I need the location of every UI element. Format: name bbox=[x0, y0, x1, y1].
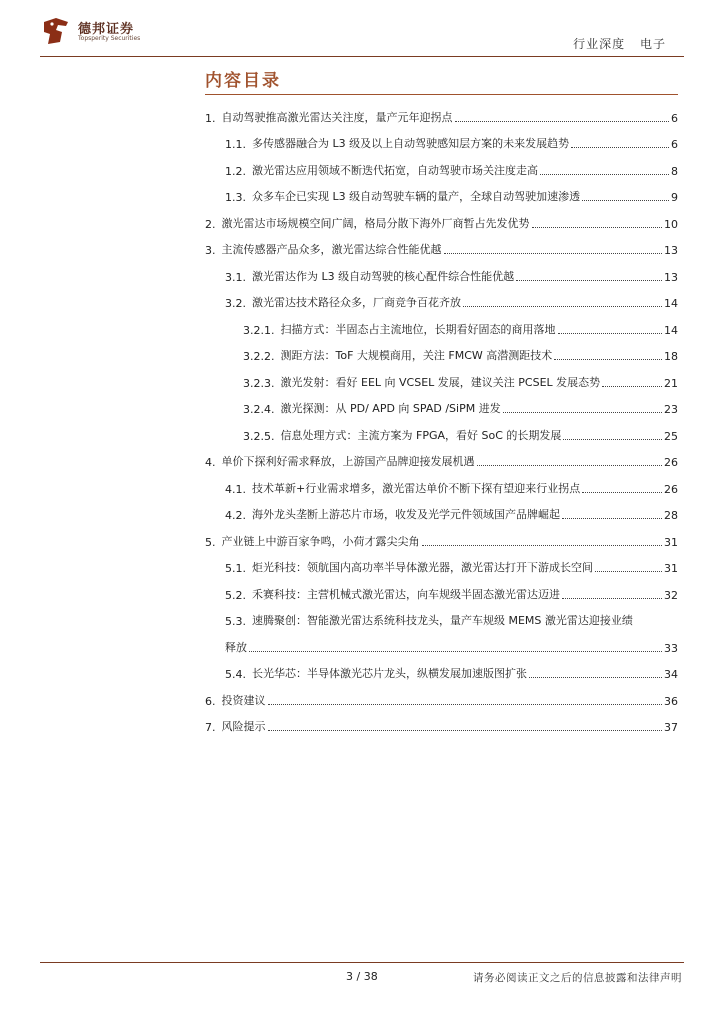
toc-entry-number: 4.1. bbox=[225, 482, 246, 496]
toc-entry-number: 5.1. bbox=[225, 562, 246, 575]
toc-entry[interactable] bbox=[205, 712, 678, 739]
toc-entry-number: 3.1. bbox=[225, 270, 246, 284]
toc-entry-number: 1.1. bbox=[225, 138, 246, 151]
toc-entry[interactable] bbox=[205, 473, 678, 500]
toc-entry[interactable] bbox=[205, 341, 678, 368]
toc-entry-page: 23 bbox=[664, 403, 678, 416]
toc-leader-dots bbox=[558, 333, 663, 334]
header-divider bbox=[40, 56, 684, 57]
toc-entry-page: 28 bbox=[664, 509, 678, 522]
toc-entry[interactable] bbox=[205, 526, 678, 553]
toc-entry-number: 4. bbox=[205, 456, 216, 469]
toc-entry-title: 众多车企已实现 L3 级自动驾驶车辆的量产，全球自动驾驶加速渗透 bbox=[252, 190, 581, 203]
toc-entry-page: 14 bbox=[664, 323, 678, 337]
toc-leader-dots bbox=[529, 677, 662, 678]
toc-leader-dots bbox=[540, 174, 669, 175]
toc-leader-dots bbox=[249, 651, 662, 652]
toc-entry[interactable] bbox=[205, 579, 678, 606]
toc-entry-page: 6 bbox=[671, 138, 678, 151]
report-category-header bbox=[563, 35, 666, 52]
toc-entry-title: 信息处理方式：主流方案为 FPGA，看好 SoC 的长期发展 bbox=[280, 428, 562, 442]
toc-entry-number: 1.3. bbox=[225, 191, 246, 204]
table-of-contents bbox=[205, 102, 678, 738]
toc-entry-title: 多传感器融合为 L3 级及以上自动驾驶感知层方案的未来发展趋势 bbox=[252, 137, 570, 150]
toc-entry-title: 扫描方式：半固态占主流地位，长期看好固态的商用落地 bbox=[280, 322, 556, 336]
toc-entry-page: 26 bbox=[664, 482, 678, 496]
toc-entry-number: 3.2.4. bbox=[243, 403, 275, 416]
toc-entry[interactable] bbox=[205, 420, 678, 447]
logo-mark-icon bbox=[40, 16, 72, 46]
toc-entry-page: 14 bbox=[664, 297, 678, 310]
toc-entry-title: 测距方法：ToF 大规模商用，关注 FMCW 高潜测距技术 bbox=[280, 349, 553, 362]
toc-entry-title: 投资建议 bbox=[221, 693, 266, 707]
toc-entry[interactable] bbox=[205, 553, 678, 580]
toc-entry-title: 主流传感器产品众多，激光雷达综合性能优越 bbox=[221, 243, 442, 256]
logo-chinese-name: 德邦证券 bbox=[78, 22, 135, 37]
toc-leader-dots bbox=[444, 253, 663, 254]
toc-leader-dots bbox=[563, 439, 662, 440]
toc-entry-continuation[interactable] bbox=[205, 632, 678, 659]
toc-leader-dots bbox=[503, 412, 662, 413]
toc-entry-title: 产业链上中游百家争鸣，小荷才露尖尖角 bbox=[221, 534, 420, 548]
toc-leader-dots bbox=[562, 518, 662, 519]
toc-entry[interactable] bbox=[205, 659, 678, 686]
toc-entry-title: 激光雷达技术路径众多，厂商竞争百花齐放 bbox=[252, 296, 461, 309]
toc-entry-title: 长光华芯：半导体激光芯片龙头，纵横发展加速版图扩张 bbox=[252, 667, 527, 680]
toc-entry-number: 7. bbox=[205, 721, 216, 734]
toc-entry[interactable] bbox=[205, 208, 678, 235]
toc-entry-number: 3.2.3. bbox=[243, 376, 275, 390]
toc-entry-number: 3. bbox=[205, 244, 216, 257]
toc-entry-number: 3.2.1. bbox=[243, 323, 275, 337]
toc-leader-dots bbox=[582, 200, 669, 201]
toc-entry-number: 5.2. bbox=[225, 588, 246, 602]
toc-leader-dots bbox=[602, 386, 662, 387]
toc-title-underline bbox=[205, 94, 678, 95]
toc-entry-page: 37 bbox=[664, 721, 678, 734]
toc-entry[interactable] bbox=[205, 155, 678, 182]
toc-entry-page: 31 bbox=[664, 562, 678, 575]
toc-title: 内容目录 bbox=[205, 71, 281, 91]
logo-english-name: Topsperity Securities bbox=[78, 35, 141, 42]
toc-entry-page: 13 bbox=[664, 244, 678, 257]
toc-entry-title: 释放 bbox=[225, 640, 247, 654]
toc-leader-dots bbox=[562, 598, 662, 599]
toc-leader-dots bbox=[571, 147, 669, 148]
footer-divider bbox=[40, 962, 684, 963]
toc-entry-title: 激光探测：从 PD/ APD 向 SPAD /SiPM 进发 bbox=[280, 402, 501, 415]
page-number: 3 / 38 bbox=[346, 970, 378, 983]
toc-entry-page: 33 bbox=[664, 641, 678, 655]
toc-entry-title: 炬光科技：领航国内高功率半导体激光器，激光雷达打开下游成长空间 bbox=[252, 561, 593, 574]
legal-disclaimer: 请务必阅读正文之后的信息披露和法律声明 bbox=[473, 972, 682, 984]
toc-leader-dots bbox=[422, 545, 663, 546]
toc-entry-number: 5.3. bbox=[225, 615, 246, 628]
toc-entry[interactable] bbox=[205, 500, 678, 527]
toc-entry-title: 技术革新+行业需求增多，激光雷达单价不断下探有望迎来行业拐点 bbox=[252, 481, 581, 495]
toc-entry-title: 激光雷达市场规模空间广阔，格局分散下海外厂商暂占先发优势 bbox=[221, 216, 530, 230]
toc-entry-page: 32 bbox=[664, 588, 678, 602]
toc-leader-dots bbox=[463, 306, 662, 307]
toc-entry-page: 36 bbox=[664, 694, 678, 708]
toc-entry[interactable] bbox=[205, 685, 678, 712]
toc-entry-title: 风险提示 bbox=[221, 720, 266, 733]
toc-entry-title: 激光雷达作为 L3 级自动驾驶的核心配件综合性能优越 bbox=[252, 269, 515, 283]
toc-leader-dots bbox=[477, 465, 663, 466]
report-sector: 电子 bbox=[639, 37, 666, 51]
toc-entry-number: 3.2.5. bbox=[243, 429, 275, 443]
toc-entry[interactable] bbox=[205, 182, 678, 209]
toc-entry-page: 13 bbox=[664, 270, 678, 284]
toc-entry[interactable] bbox=[205, 102, 678, 129]
toc-entry-page: 9 bbox=[671, 191, 678, 204]
toc-entry-number: 1. bbox=[205, 111, 216, 125]
toc-entry-title: 自动驾驶推高激光雷达关注度，量产元年迎拐点 bbox=[221, 110, 453, 124]
toc-entry-page: 6 bbox=[671, 111, 678, 125]
toc-leader-dots bbox=[268, 704, 663, 705]
toc-entry-title: 单价下探利好需求释放，上游国产品牌迎接发展机遇 bbox=[221, 455, 475, 468]
toc-entry-page: 25 bbox=[664, 429, 678, 443]
toc-entry[interactable] bbox=[205, 447, 678, 474]
toc-entry[interactable] bbox=[205, 288, 678, 315]
toc-entry-page: 26 bbox=[664, 456, 678, 469]
toc-leader-dots bbox=[582, 492, 662, 493]
toc-entry-title: 激光雷达应用领域不断迭代拓宽，自动驾驶市场关注度走高 bbox=[252, 163, 538, 177]
toc-leader-dots bbox=[554, 359, 662, 360]
report-category: 行业深度 bbox=[573, 37, 626, 51]
toc-entry-number: 6. bbox=[205, 694, 216, 708]
toc-leader-dots bbox=[268, 730, 663, 731]
company-logo bbox=[40, 16, 160, 46]
toc-entry-page: 18 bbox=[664, 350, 678, 363]
toc-entry-page: 21 bbox=[664, 376, 678, 390]
toc-entry-title: 激光发射：看好 EEL 向 VCSEL 发展，建议关注 PCSEL 发展态势 bbox=[280, 375, 601, 389]
toc-entry[interactable] bbox=[205, 394, 678, 421]
toc-leader-dots bbox=[532, 227, 663, 228]
toc-entry-number: 1.2. bbox=[225, 164, 246, 178]
toc-entry-page: 31 bbox=[664, 535, 678, 549]
toc-entry[interactable] bbox=[205, 261, 678, 288]
toc-entry-number: 5.4. bbox=[225, 668, 246, 681]
toc-leader-dots bbox=[455, 121, 670, 122]
toc-entry[interactable] bbox=[205, 314, 678, 341]
toc-entry[interactable] bbox=[205, 367, 678, 394]
toc-entry-number: 5. bbox=[205, 535, 216, 549]
toc-entry[interactable] bbox=[205, 129, 678, 156]
toc-entry-title: 海外龙头垄断上游芯片市场，收发及光学元件领域国产品牌崛起 bbox=[252, 508, 560, 521]
toc-entry-number: 2. bbox=[205, 217, 216, 231]
toc-entry-page: 34 bbox=[664, 668, 678, 681]
toc-entry[interactable] bbox=[205, 235, 678, 262]
toc-entry-page: 10 bbox=[664, 217, 678, 231]
toc-entry-title: 速腾聚创：智能激光雷达系统科技龙头，量产车规级 MEMS 激光雷达迎接业绩 bbox=[252, 614, 633, 627]
toc-entry-number: 4.2. bbox=[225, 509, 246, 522]
toc-entry-title: 禾赛科技：主营机械式激光雷达，向车规级半固态激光雷达迈进 bbox=[252, 587, 560, 601]
toc-leader-dots bbox=[516, 280, 662, 281]
toc-entry-number: 3.2.2. bbox=[243, 350, 275, 363]
toc-entry-number: 3.2. bbox=[225, 297, 246, 310]
toc-entry-page: 8 bbox=[671, 164, 678, 178]
toc-entry[interactable] bbox=[205, 606, 678, 633]
toc-leader-dots bbox=[595, 571, 662, 572]
